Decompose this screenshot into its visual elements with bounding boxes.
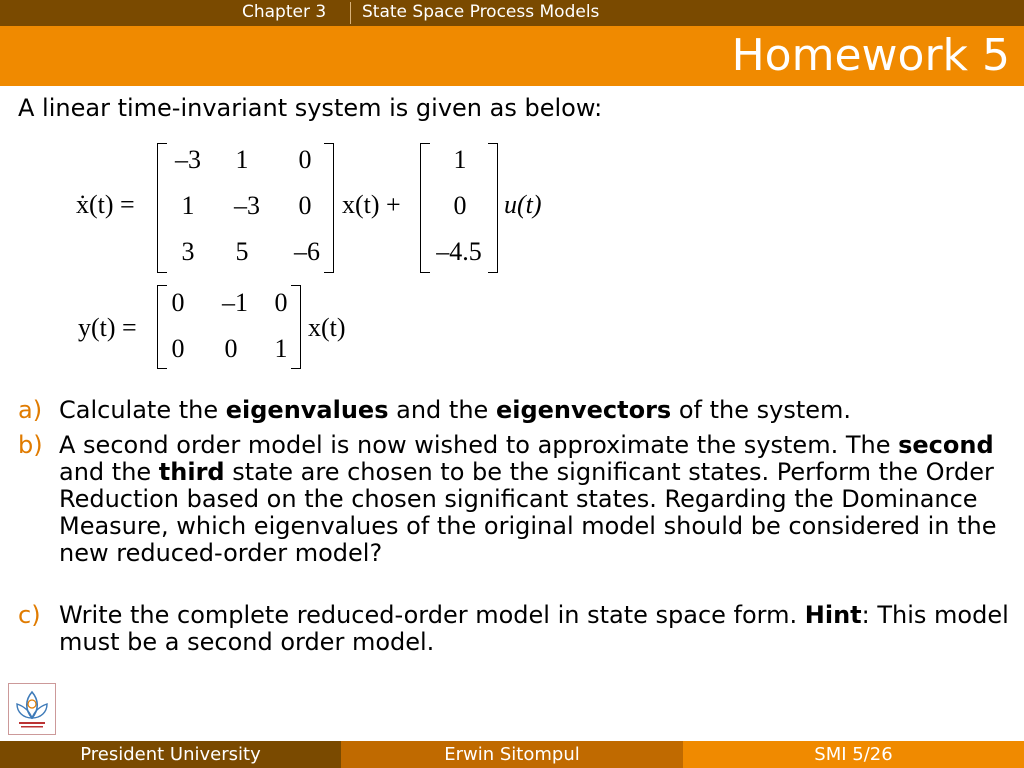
c-21: 0 [171,334,185,363]
c-23: 1 [274,334,288,363]
header-divider [350,2,351,24]
c-13: 0 [274,288,288,317]
matrix-b-right-bracket [488,143,498,273]
footer-page: SMI 5/26 [683,741,1024,768]
question-b-text: A second order model is now wished to approximate the system. The second and the third state are chosen to be the significant states. Perform the Order Reduction based on the chosen significant states. Regarding the Dominance Measure, which eigenvalues of the original model should be considered in the new reduced-order model? [59,431,997,567]
a-31: 3 [181,237,195,266]
chapter-subtitle: State Space Process Models [362,2,600,22]
a-32: 5 [235,237,249,266]
a-23: 0 [298,191,312,220]
b-3: –4.5 [436,237,482,266]
input-u: u(t) [504,190,542,219]
footer [0,741,1024,768]
b-2: 0 [453,191,467,220]
output-x: x(t) [308,313,346,342]
b-1: 1 [453,145,467,174]
top-bar [0,0,1024,26]
question-a-text: Calculate the eigenvalues and the eigenvectors of the system. [59,396,852,424]
title-bar [0,26,1024,86]
flower-logo-icon [9,684,55,734]
question-b-label: b) [18,431,43,459]
university-logo [8,683,56,735]
chapter-label: Chapter 3 [242,2,327,22]
a-13: 0 [298,145,312,174]
question-c-text: Write the complete reduced-order model in state space form. Hint: This model must be a second order model. [59,601,1009,656]
c-11: 0 [171,288,185,317]
output-lhs: y(t) = [78,313,137,342]
matrix-c-right-bracket [291,285,301,369]
state-x-plus: x(t) + [342,190,401,219]
a-33: –6 [294,237,320,266]
question-a-label: a) [18,396,43,424]
footer-author: Erwin Sitompul [341,741,683,768]
a-21: 1 [181,191,195,220]
slide-title: Homework 5 [731,30,1010,81]
a-22: –3 [234,191,260,220]
matrix-a-right-bracket [324,143,334,273]
state-lhs: ẋ(t) = [76,190,135,219]
a-11: –3 [175,145,201,174]
c-22: 0 [224,334,238,363]
question-c-label: c) [18,601,41,629]
c-12: –1 [222,288,248,317]
intro-text: A linear time-invariant system is given as below: [18,94,603,122]
a-12: 1 [235,145,249,174]
footer-university: President University [0,741,341,768]
